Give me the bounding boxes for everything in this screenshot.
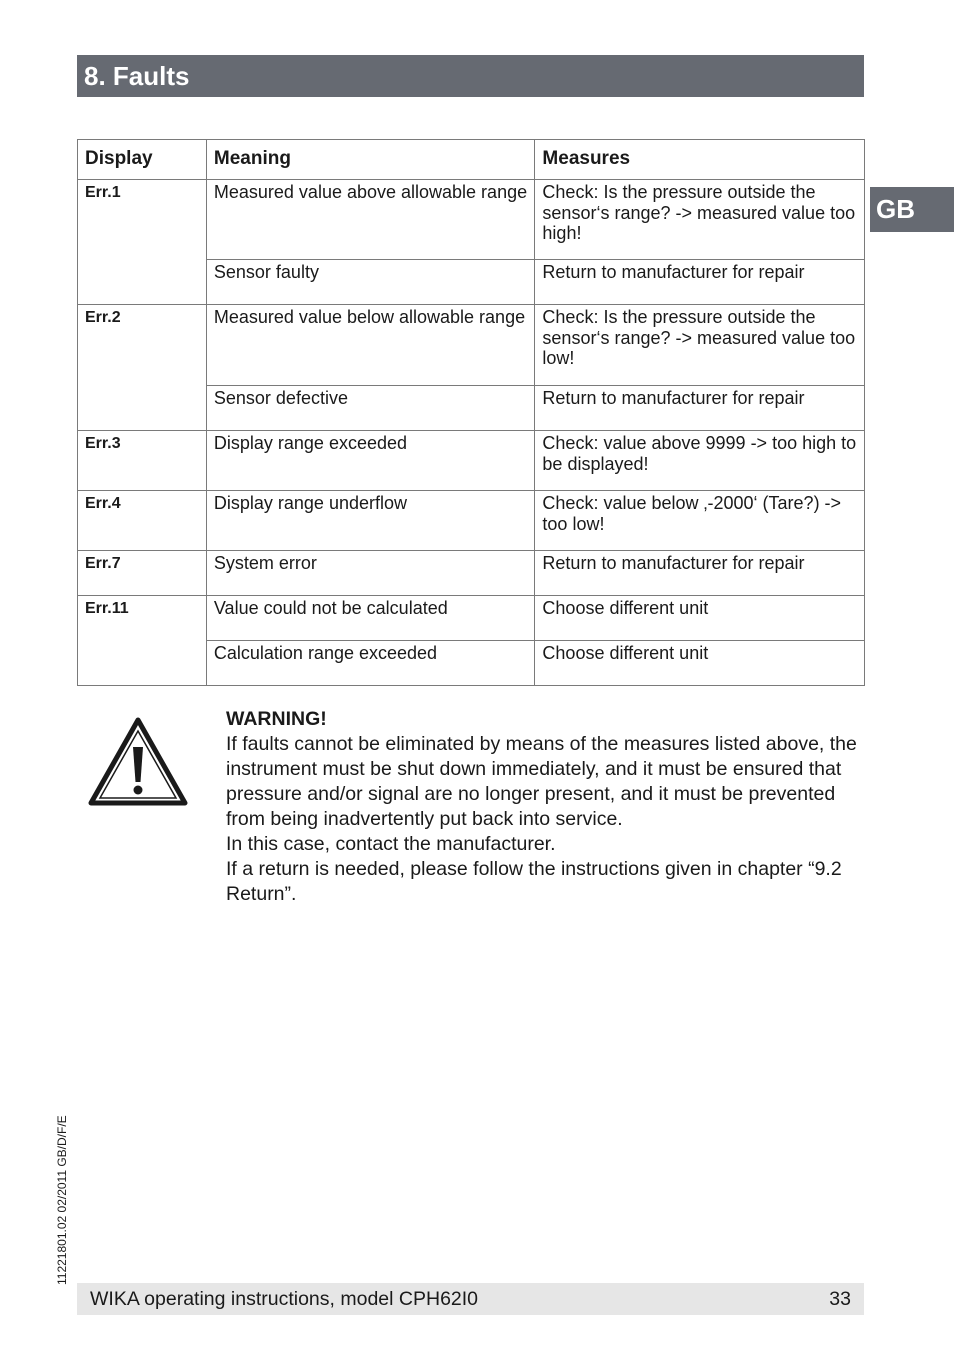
faults-table — [77, 139, 865, 686]
page-number: 33 — [829, 1288, 851, 1310]
error-code: Err.1 — [78, 180, 207, 305]
measure-cell: Check: value below ‚-2000‘ (Tare?) -> too low! — [535, 491, 865, 551]
meaning-cell: Sensor defective — [206, 386, 535, 431]
meaning-cell: Display range exceeded — [206, 431, 535, 491]
language-tab-label: GB — [876, 194, 915, 224]
meaning-cell: Sensor faulty — [206, 260, 535, 305]
error-code: Err.11 — [78, 596, 207, 686]
footer-text: WIKA operating instructions, model CPH62I0 — [90, 1288, 479, 1310]
table-row — [78, 491, 865, 551]
document-code: 11221801.02 02/2011 GB/D/F/E — [55, 1115, 69, 1285]
meaning-cell: Measured value above allowable range — [206, 180, 535, 260]
measure-cell: Check: value above 9999 -> too high to be displayed! — [535, 431, 865, 491]
meaning-cell: Calculation range exceeded — [206, 641, 535, 686]
meaning-cell: Value could not be calculated — [206, 596, 535, 641]
warning-title: WARNING! — [226, 708, 327, 730]
measure-cell: Choose different unit — [535, 641, 865, 686]
language-tab-gb — [870, 187, 954, 232]
warning-triangle-icon — [88, 717, 188, 807]
column-header-measures: Measures — [535, 140, 865, 180]
table-row — [78, 551, 865, 596]
error-code: Err.3 — [78, 431, 207, 491]
column-header-meaning: Meaning — [206, 140, 535, 180]
meaning-cell: Measured value below allowable range — [206, 305, 535, 386]
column-header-display: Display — [78, 140, 207, 180]
warning-paragraph: If faults cannot be eliminated by means of the measures listed above, the instrument must be shut down immediately, and it must be ensured that pressure and/or signal are no longer present, and it must be prevented from being inadvertently put back into service. — [226, 733, 857, 830]
table-header-row — [78, 140, 865, 180]
measure-cell: Return to manufacturer for repair — [535, 551, 865, 596]
page-title: 8. Faults — [84, 61, 190, 91]
meaning-cell: Display range underflow — [206, 491, 535, 551]
page-footer — [77, 1283, 864, 1315]
table-row — [78, 596, 865, 641]
measure-cell: Return to manufacturer for repair — [535, 386, 865, 431]
table-row — [78, 305, 865, 386]
error-code: Err.2 — [78, 305, 207, 431]
warning-block — [226, 707, 866, 907]
section-title-bar — [77, 55, 864, 97]
warning-paragraph: In this case, contact the manufacturer. — [226, 833, 556, 855]
meaning-cell: System error — [206, 551, 535, 596]
measure-cell: Return to manufacturer for repair — [535, 260, 865, 305]
warning-paragraph: If a return is needed, please follow the instructions given in chapter “9.2 Return”. — [226, 858, 842, 905]
measure-cell: Choose different unit — [535, 596, 865, 641]
error-code: Err.4 — [78, 491, 207, 551]
error-code: Err.7 — [78, 551, 207, 596]
table-row — [78, 431, 865, 491]
measure-cell: Check: Is the pressure outside the sensor‘s range? -> measured value too high! — [535, 180, 865, 260]
measure-cell: Check: Is the pressure outside the sensor‘s range? -> measured value too low! — [535, 305, 865, 386]
table-row — [78, 180, 865, 260]
